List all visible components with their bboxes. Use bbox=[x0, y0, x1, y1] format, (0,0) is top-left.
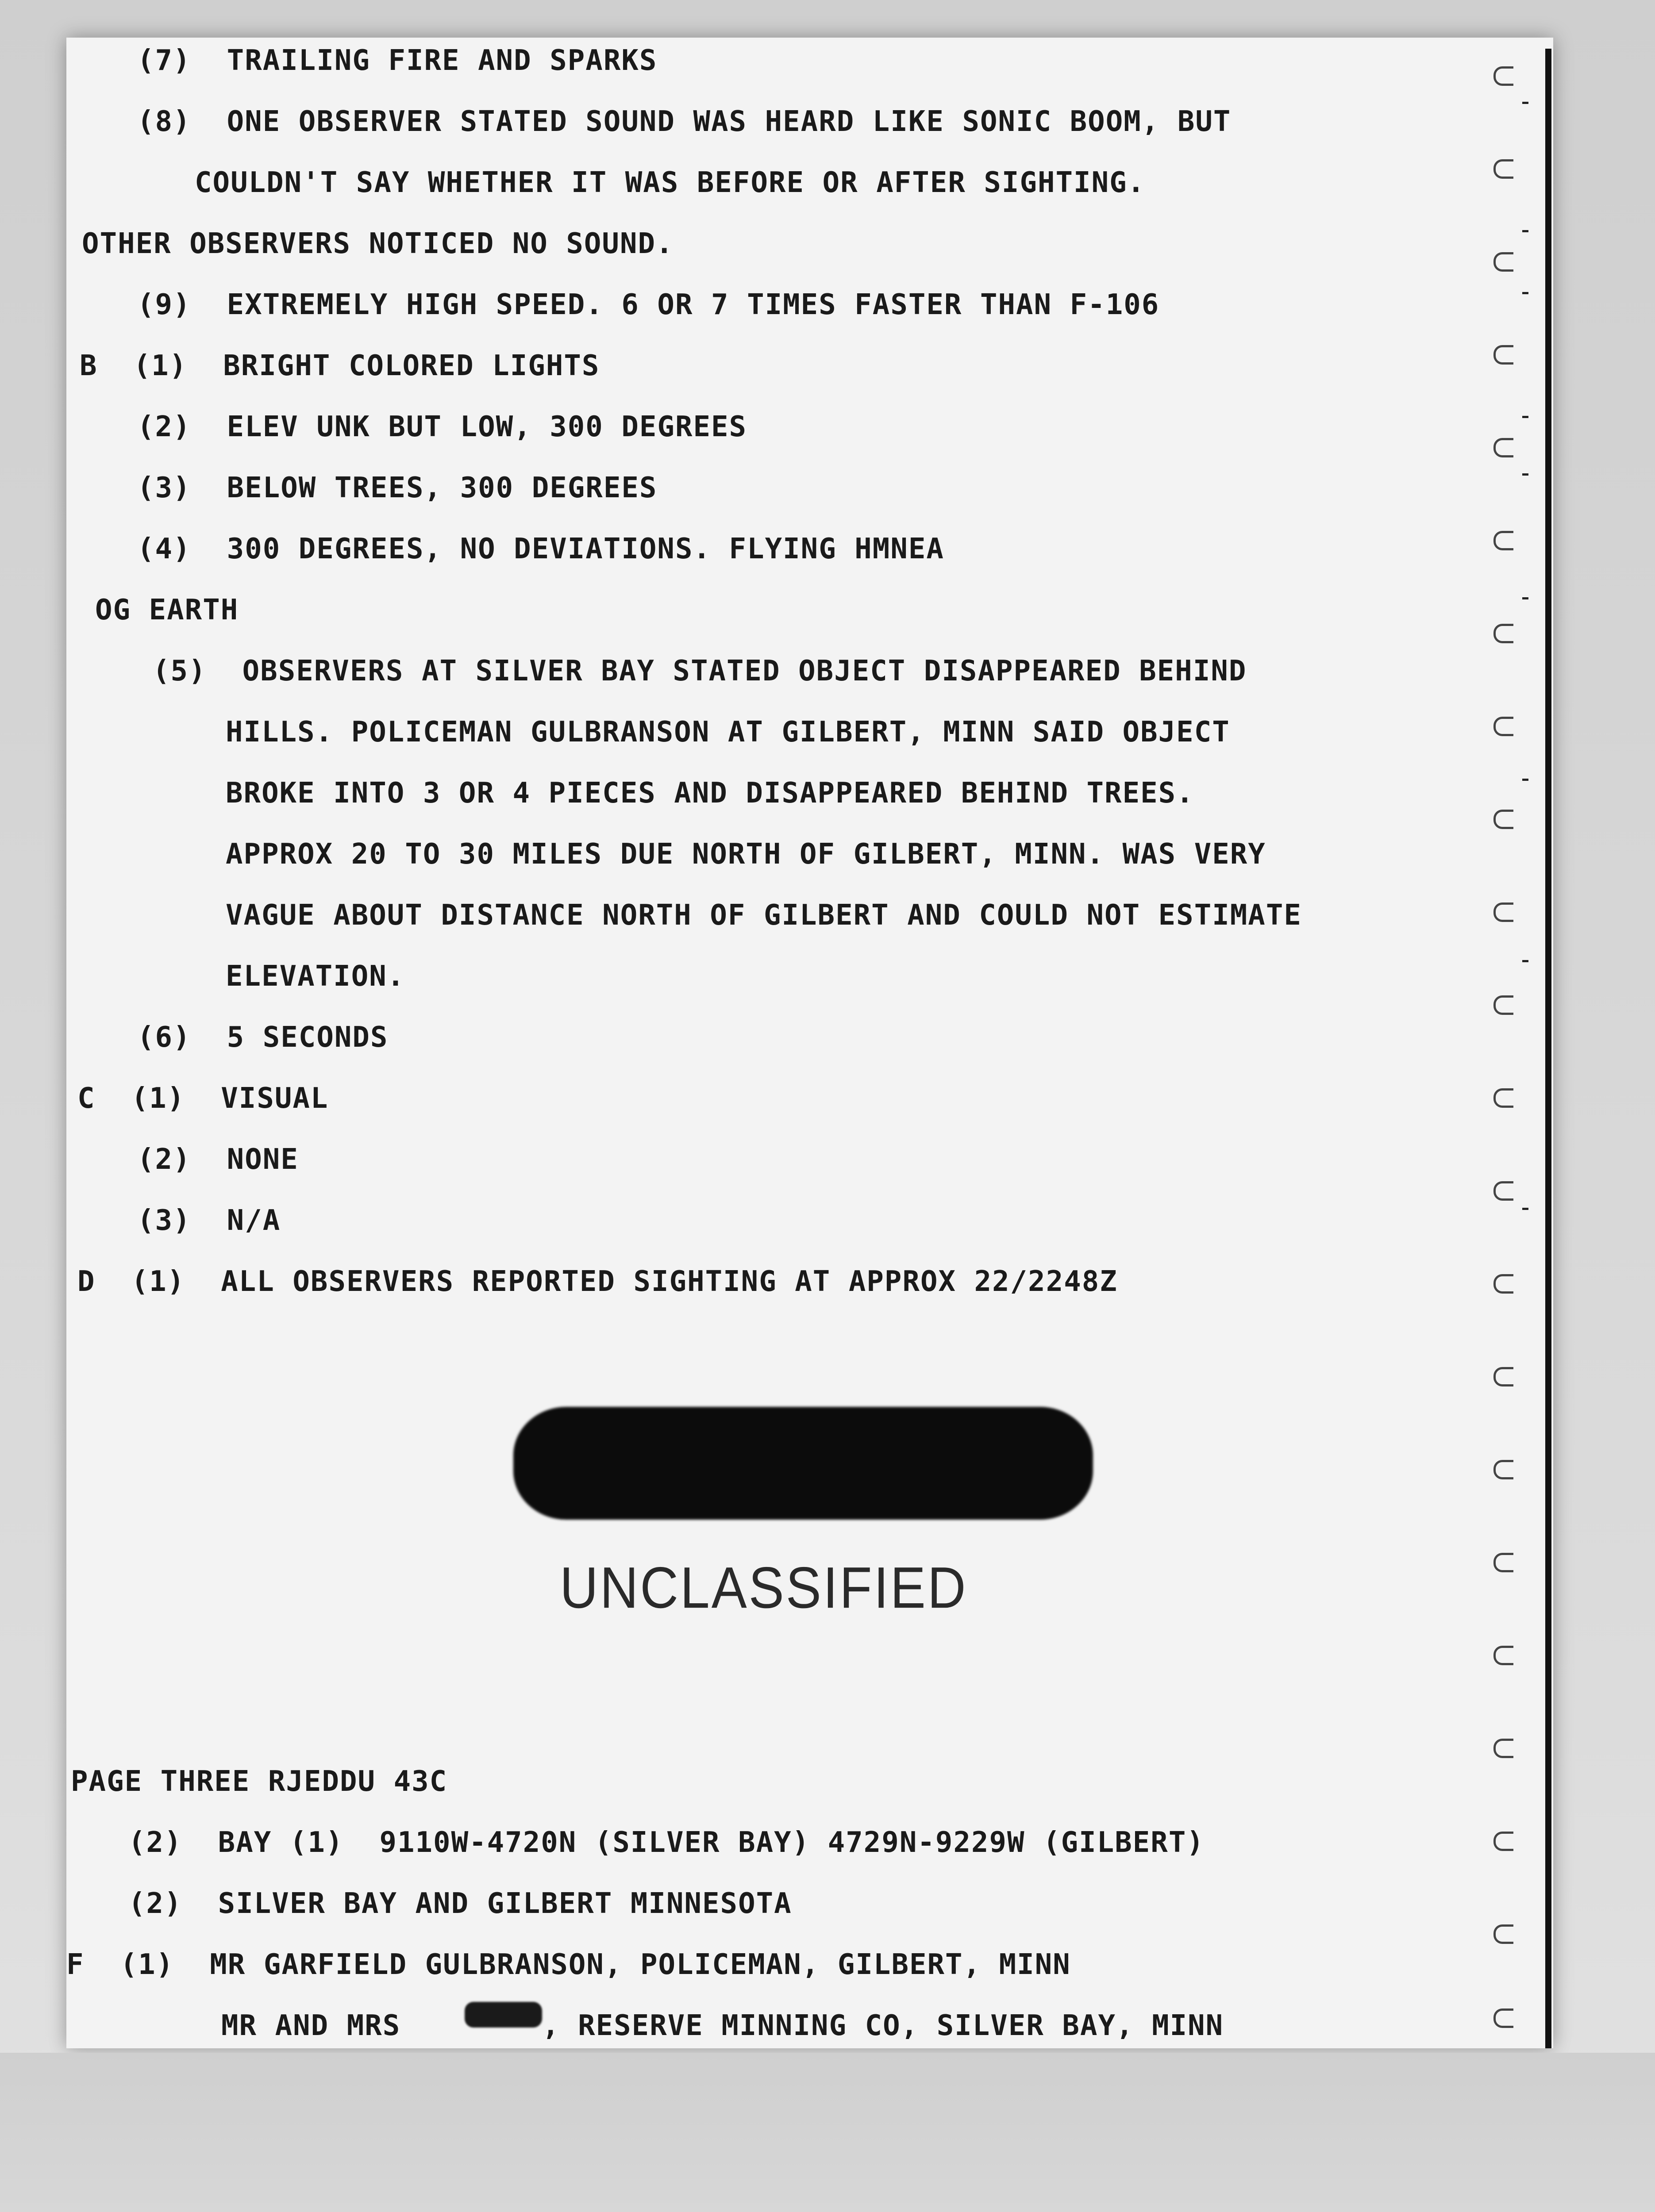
margin-tick bbox=[1522, 1208, 1528, 1210]
line-og-earth: OG EARTH bbox=[95, 594, 239, 626]
margin-tick bbox=[1522, 102, 1528, 104]
line-b2-elev: (2) ELEV UNK BUT LOW, 300 DEGREES bbox=[137, 411, 747, 443]
line-8-cont: COULDN'T SAY WHETHER IT WAS BEFORE OR AFTER SIGHTING. bbox=[195, 166, 1146, 199]
feed-hole-mark bbox=[1493, 1274, 1513, 1294]
feed-hole-mark bbox=[1493, 810, 1513, 829]
margin-tick bbox=[1522, 779, 1528, 781]
line-b5-observers: (5) OBSERVERS AT SILVER BAY STATED OBJECT DISAPPEARED BEHIND bbox=[153, 655, 1247, 687]
feed-hole-mark bbox=[1493, 345, 1513, 365]
feed-hole-mark bbox=[1493, 1924, 1513, 1944]
line-c1-visual: C (1) VISUAL bbox=[77, 1082, 329, 1115]
margin-tick bbox=[1522, 416, 1528, 418]
feed-hole-mark bbox=[1493, 2008, 1513, 2028]
line-locations: (2) SILVER BAY AND GILBERT MINNESOTA bbox=[128, 1887, 792, 1920]
feed-hole-mark bbox=[1493, 252, 1513, 272]
page-edge-border bbox=[1545, 49, 1551, 2048]
line-f1-mr-mrs: MR AND MRS bbox=[221, 2009, 401, 2042]
margin-tick bbox=[1522, 473, 1528, 476]
line-b4-degrees: (4) 300 DEGREES, NO DEVIATIONS. FLYING HMNEA bbox=[137, 533, 944, 565]
feed-hole-mark bbox=[1493, 531, 1513, 550]
feed-hole-mark bbox=[1493, 902, 1513, 922]
feed-hole-mark bbox=[1493, 159, 1513, 179]
line-b5-vague: VAGUE ABOUT DISTANCE NORTH OF GILBERT AND COULD NOT ESTIMATE bbox=[226, 899, 1302, 932]
film-background bbox=[0, 2053, 1655, 2212]
feed-hole-mark bbox=[1493, 1646, 1513, 1665]
unclassified-stamp: UNCLASSIFIED bbox=[560, 1555, 968, 1621]
line-c2-none: (2) NONE bbox=[137, 1143, 299, 1176]
line-d1-sighting: D (1) ALL OBSERVERS REPORTED SIGHTING AT APPROX 22/2248Z bbox=[77, 1265, 1118, 1298]
line-page-three: PAGE THREE RJEDDU 43C bbox=[71, 1765, 448, 1798]
feed-hole-mark bbox=[1493, 1553, 1513, 1572]
line-b5-hills: HILLS. POLICEMAN GULBRANSON AT GILBERT, MINN SAID OBJECT bbox=[226, 716, 1230, 749]
feed-hole-mark bbox=[1493, 1739, 1513, 1758]
line-coordinates: (2) BAY (1) 9110W-4720N (SILVER BAY) 4729N-9229W (GILBERT) bbox=[128, 1826, 1205, 1859]
margin-tick bbox=[1522, 230, 1528, 232]
line-no-sound: OTHER OBSERVERS NOTICED NO SOUND. bbox=[82, 227, 674, 260]
line-8-sonic-boom: (8) ONE OBSERVER STATED SOUND WAS HEARD LIKE SONIC BOOM, BUT bbox=[137, 105, 1232, 138]
feed-hole-mark bbox=[1493, 624, 1513, 643]
feed-hole-mark bbox=[1493, 1367, 1513, 1386]
line-b5-pieces: BROKE INTO 3 OR 4 PIECES AND DISAPPEARED BEHIND TREES. bbox=[226, 777, 1194, 810]
feed-hole-mark bbox=[1493, 995, 1513, 1015]
redaction-mark bbox=[513, 1407, 1093, 1520]
line-f1-reserve: , RESERVE MINNING CO, SILVER BAY, MINN bbox=[542, 2009, 1224, 2042]
line-9-speed: (9) EXTREMELY HIGH SPEED. 6 OR 7 TIMES FASTER THAN F-106 bbox=[137, 288, 1160, 321]
margin-tick bbox=[1522, 960, 1528, 962]
line-f1-policeman: F (1) MR GARFIELD GULBRANSON, POLICEMAN, GILBERT, MINN bbox=[66, 1948, 1071, 1981]
feed-hole-mark bbox=[1493, 1181, 1513, 1201]
feed-hole-mark bbox=[1493, 66, 1513, 86]
line-b1-lights: B (1) BRIGHT COLORED LIGHTS bbox=[80, 349, 600, 382]
line-b5-elevation: ELEVATION. bbox=[226, 960, 405, 993]
line-7-trailing: (7) TRAILING FIRE AND SPARKS bbox=[137, 44, 658, 77]
line-b3-trees: (3) BELOW TREES, 300 DEGREES bbox=[137, 472, 658, 504]
margin-tick bbox=[1522, 597, 1528, 599]
line-b5-approx: APPROX 20 TO 30 MILES DUE NORTH OF GILBERT, MINN. WAS VERY bbox=[226, 838, 1266, 871]
feed-hole-mark bbox=[1493, 717, 1513, 736]
redacted-name bbox=[465, 2002, 542, 2028]
line-b6-seconds: (6) 5 SECONDS bbox=[137, 1021, 389, 1054]
feed-hole-mark bbox=[1493, 1832, 1513, 1851]
feed-hole-mark bbox=[1493, 1460, 1513, 1479]
margin-tick bbox=[1522, 292, 1528, 294]
feed-hole-mark bbox=[1493, 438, 1513, 457]
feed-hole-mark bbox=[1493, 1088, 1513, 1108]
line-c3-na: (3) N/A bbox=[137, 1204, 281, 1237]
